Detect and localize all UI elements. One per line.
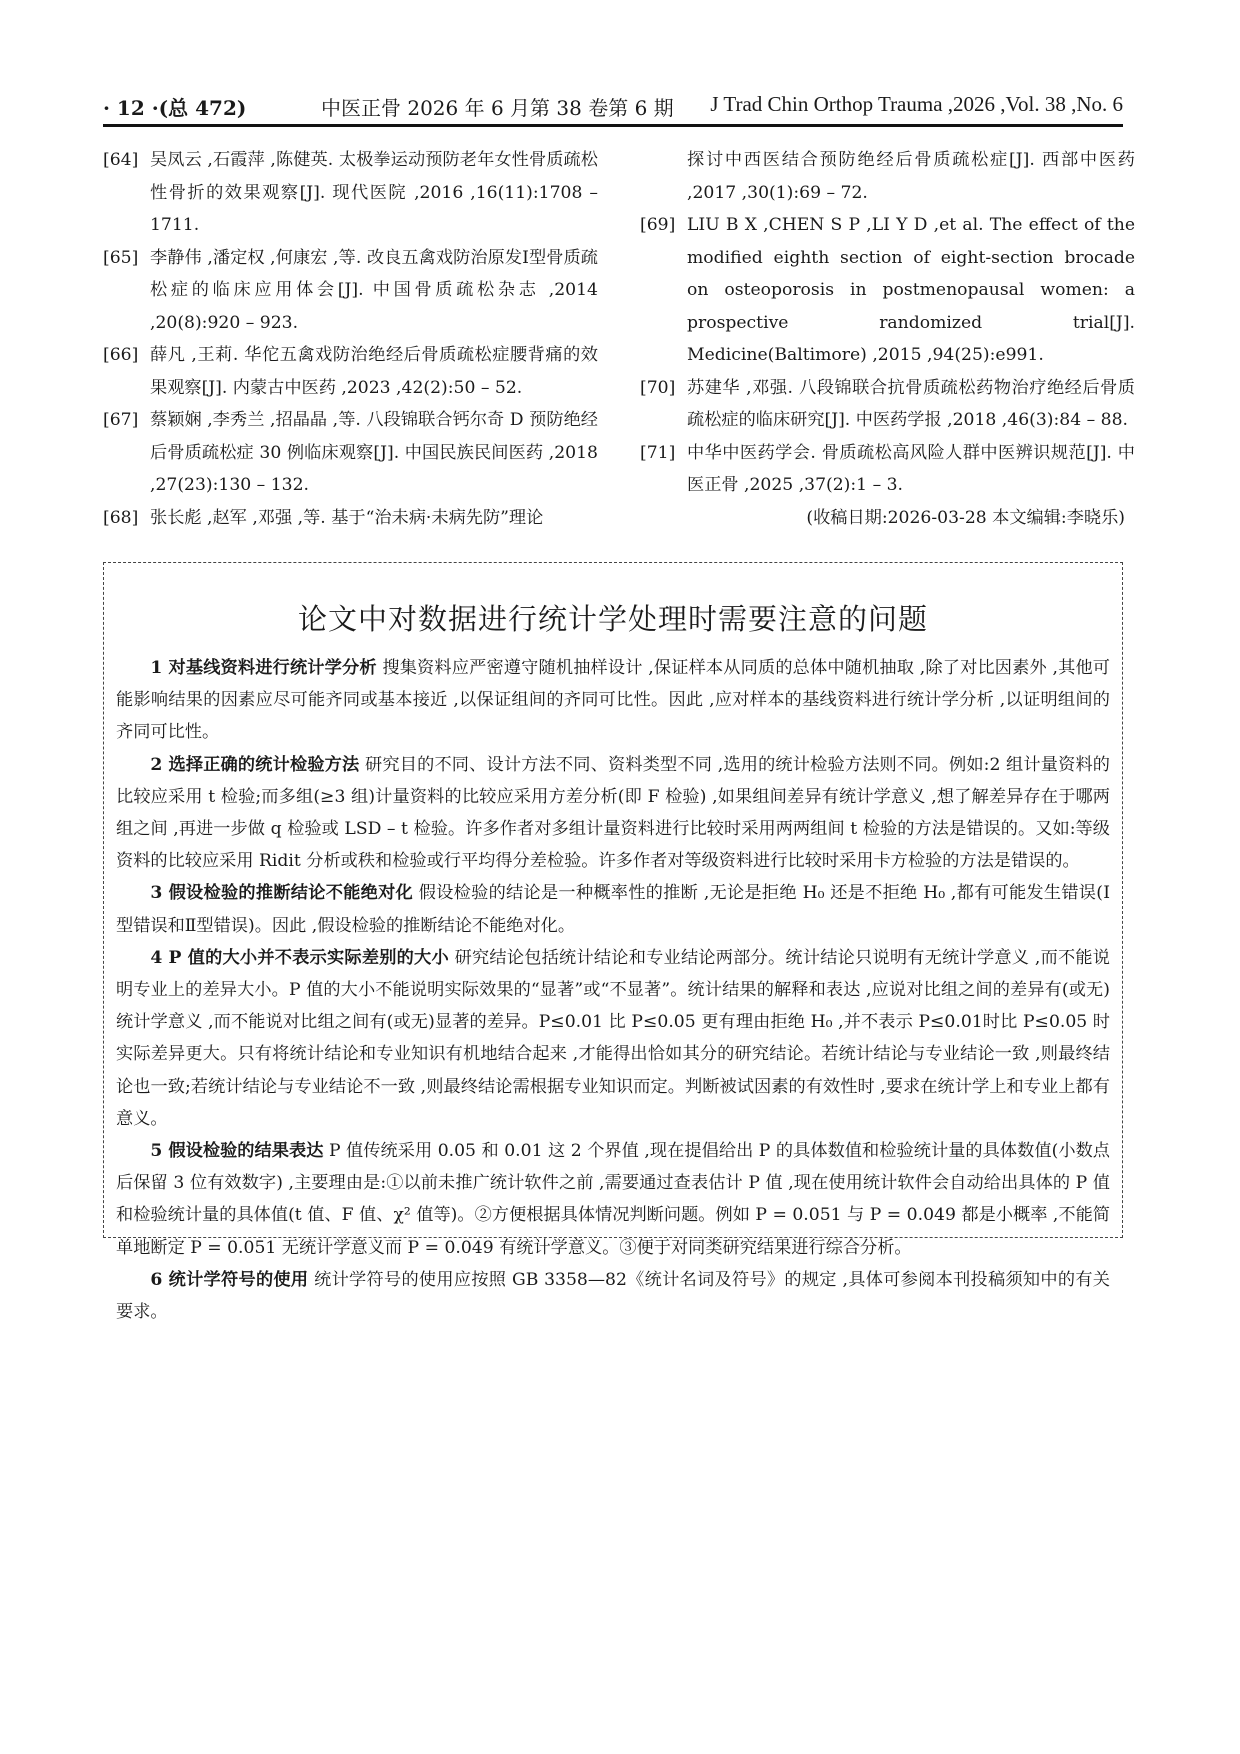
- notice-paragraph: [116, 877, 1110, 941]
- reference-number: [64]: [103, 150, 139, 170]
- reference-text: 薛凡 ,王莉. 华佗五禽戏防治绝经后骨质疏松症腰背痛的效果观察[J]. 内蒙古中医药 ,2023 ,42(2):50 – 52.: [150, 345, 598, 398]
- reference-item: [640, 209, 1135, 372]
- reference-list-left: [103, 144, 598, 534]
- paragraph-heading: 4 P 值的大小并不表示实际差别的大小: [150, 947, 449, 968]
- paragraph-text: 假设检验的结论是一种概率性的推断 ,无论是拒绝 H₀ 还是不拒绝 H₀ ,都有可能发生错误(Ⅰ型错误和Ⅱ型错误)。因此 ,假设检验的推断结论不能绝对化。: [116, 883, 1110, 936]
- reference-number: [71]: [640, 442, 676, 463]
- reference-item: [103, 339, 598, 404]
- received-date-editor: (收稿日期:2026-03-28 本文编辑:李晓乐): [806, 507, 1125, 528]
- notice-paragraph: [116, 652, 1110, 749]
- page-number: · 12 ·(总 472): [103, 96, 247, 120]
- reference-text: 李静伟 ,潘定权 ,何康宏 ,等. 改良五禽戏防治原发Ⅰ型骨质疏松症的临床应用体会[J]. 中国骨质疏松杂志 ,2014 ,20(8):920 – 923.: [150, 247, 598, 333]
- notice-title: 论文中对数据进行统计学处理时需要注意的问题: [297, 602, 928, 636]
- reference-list-right: [640, 144, 1135, 534]
- reference-number: [70]: [640, 377, 676, 398]
- reference-number: [68]: [103, 507, 139, 528]
- reference-text: 吴凤云 ,石霞萍 ,陈健英. 太极拳运动预防老年女性骨质疏松性骨折的效果观察[J]. 现代医院 ,2016 ,16(11):1708 – 1711.: [150, 150, 598, 235]
- notice-paragraph: [116, 749, 1110, 878]
- reference-item: [103, 502, 598, 535]
- reference-number: [66]: [103, 345, 139, 365]
- reference-text: 苏建华 ,邓强. 八段锦联合抗骨质疏松药物治疗绝经后骨质疏松症的临床研究[J]. 中医药学报 ,2018 ,46(3):84 – 88.: [687, 377, 1135, 430]
- reference-item: [103, 242, 598, 340]
- running-header: [103, 88, 1123, 127]
- reference-number: [69]: [640, 215, 676, 235]
- notice-paragraph: [116, 942, 1110, 1135]
- reference-number: [65]: [103, 247, 139, 268]
- reference-item: [103, 144, 598, 242]
- paragraph-heading: 1 对基线资料进行统计学分析: [150, 658, 377, 678]
- reference-continuation: 探讨中西医结合预防绝经后骨质疏松症[J]. 西部中医药 ,2017 ,30(1):69 – 72.: [687, 150, 1135, 203]
- reference-text: LIU B X ,CHEN S P ,LI Y D ,et al. The effect of the modified eighth section of eight-section brocade on osteoporosis in postmenopausal women: a prospective randomized trial[J]. Medicine(Baltimore) ,2015 ,94(25):e991.: [687, 215, 1135, 365]
- paragraph-text: 研究目的不同、设计方法不同、资料类型不同 ,选用的统计检验方法则不同。例如:2 组计量资料的比较应采用 t 检验;而多组(≥3 组)计量资料的比较应采用方差分析(即 F 检验) ,如果组间差异有统计学意义 ,想了解差异存在于哪两组之间 ,再进一步做 q 检验或 LSD – t 检验。许多作者对多组计量资料进行比较时采用两两组间 t 检验的方法是错误的。又如:等级资料的比较应采用 Ridit 分析或秩和检验或行平均得分差检验。许多作者对等级资料进行比较时采用卡方检验的方法是错误的。: [116, 754, 1110, 872]
- reference-text: 张长彪 ,赵军 ,邓强 ,等. 基于“治未病·未病先防”理论: [150, 507, 544, 528]
- reference-item: [640, 372, 1135, 437]
- notice-body: [104, 652, 1122, 1328]
- reference-number: [67]: [103, 410, 139, 430]
- paragraph-heading: 5 假设检验的结果表达: [150, 1141, 324, 1162]
- reference-item: [103, 404, 598, 502]
- paragraph-text: 研究结论包括统计结论和专业结论两部分。统计结论只说明有无统计学意义 ,而不能说明专业上的差异大小。P 值的大小不能说明实际效果的“显著”或“不显著”。统计结果的解释和表达 ,应说对比组之间的差异有(或无)统计学意义 ,而不能说对比组之间有(或无)显著的差异。P≤0.01 比 P≤0.05 更有理由拒绝 H₀ ,并不表示 P≤0.01时比 P≤0.05 时实际差异更大。只有将统计结论和专业知识有机地结合起来 ,才能得出恰如其分的研究结论。若统计结论与专业结论一致 ,则最终结论也一致;若统计结论与专业结论不一致 ,则最终结论需根据专业知识而定。判断被试因素的有效性时 ,要求在统计学上和专业上都有意义。: [116, 947, 1110, 1129]
- reference-text: 蔡颖娴 ,李秀兰 ,招晶晶 ,等. 八段锦联合钙尔奇 D 预防绝经后骨质疏松症 30 例临床观察[J]. 中国民族民间医药 ,2018 ,27(23):130 – 132.: [150, 410, 598, 495]
- statistics-notice-box: [103, 562, 1123, 1323]
- notice-paragraph: [116, 1264, 1110, 1328]
- journal-issue-en: J Trad Chin Orthop Trauma ,2026 ,Vol. 38 ,No. 6: [710, 92, 1123, 116]
- paragraph-heading: 2 选择正确的统计检验方法: [150, 754, 360, 775]
- paragraph-text: 搜集资料应严密遵守随机抽样设计 ,保证样本从同质的总体中随机抽取 ,除了对比因素外 ,其他可能影响结果的因素应尽可能齐同或基本接近 ,以保证组间的齐同可比性。因此 ,应对样本的基线资料进行统计学分析 ,以证明组间的齐同可比性。: [116, 658, 1110, 743]
- reference-text: 中华中医药学会. 骨质疏松高风险人群中医辨识规范[J]. 中医正骨 ,2025 ,37(2):1 – 3.: [687, 442, 1135, 495]
- paragraph-text: P 值传统采用 0.05 和 0.01 这 2 个界值 ,现在提倡给出 P 的具体数值和检验统计量的具体数值(小数点后保留 3 位有效数字) ,主要理由是:①以前未推广统计软件之前 ,需要通过查表估计 P 值 ,现在使用统计软件会自动给出具体的 P 值和检验统计量的具体值(t 值、F 值、χ² 值等)。②方便根据具体情况判断问题。例如 P = 0.051 与 P = 0.049 都是小概率 ,不能简单地断定 P = 0.051 无统计学意义而 P = 0.049 有统计学意义。③便于对同类研究结果进行综合分析。: [116, 1141, 1110, 1258]
- paragraph-heading: 3 假设检验的推断结论不能绝对化: [150, 883, 414, 904]
- journal-issue-cn: 中医正骨 2026 年 6 月第 38 卷第 6 期: [321, 96, 674, 120]
- notice-paragraph: [116, 1135, 1110, 1264]
- paragraph-text: 统计学符号的使用应按照 GB 3358—82《统计名词及符号》的规定 ,具体可参阅本刊投稿须知中的有关要求。: [116, 1269, 1110, 1323]
- paragraph-heading: 6 统计学符号的使用: [150, 1269, 309, 1290]
- reference-item: [640, 437, 1135, 502]
